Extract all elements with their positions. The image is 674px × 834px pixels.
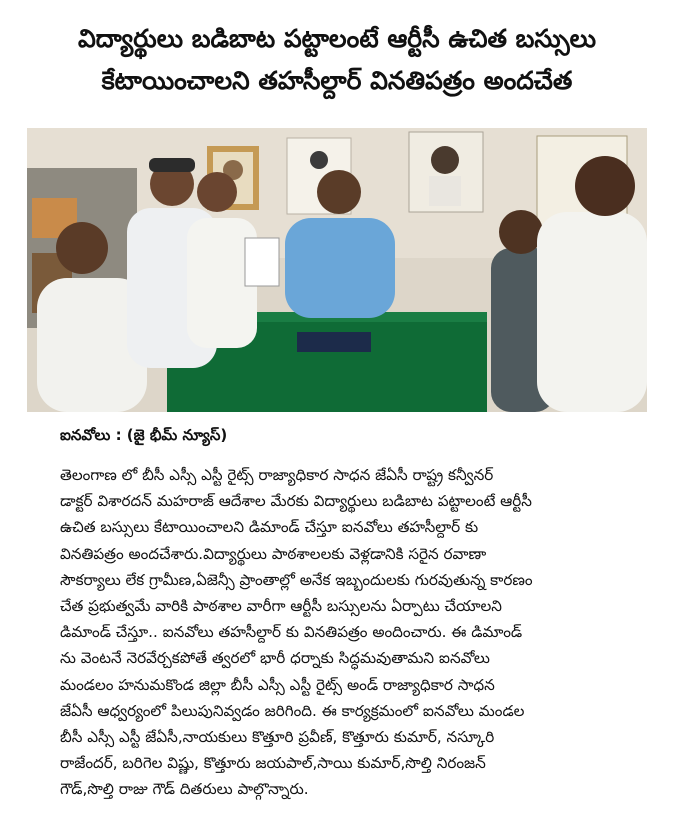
body-line: మండలం హనుమకొండ జిల్లా బీసీ ఎస్సీ ఎస్టీ రైట్స్ అండ్ రాజ్యాధికార సాధన — [60, 675, 495, 694]
headline — [0, 18, 674, 102]
body-line: డాక్టర్ విశారదన్ మహరాజ్ ఆదేశాల మేరకు విద్యార్థులు బడిబాట పట్టాలంటే ఆర్టీసీ — [60, 492, 532, 511]
body-line: గౌడ్,సొల్తి రాజు గౌడ్ దితరులు పాల్గొన్నారు. — [60, 780, 309, 799]
body-line: జేఏసీ ఆధ్వర్యంలో పిలుపునివ్వడం జరిగింది. ఈ కార్యక్రమంలో ఐనవోలు మండల — [60, 701, 525, 720]
headline-line-2: కేటాయించాలని తహసీల్దార్ వినతిపత్రం అందచేత — [101, 66, 573, 95]
body-line: సౌకర్యాలు లేక గ్రామీణ,ఏజెన్సీ ప్రాంతాల్లో అనేక ఇబ్బందులకు గురవుతున్న కారణం — [60, 570, 533, 589]
body-line: చేత ప్రభుత్వమే వారికి పాఠశాల వారీగా ఆర్టీసీ బస్సులను ఏర్పాటు చేయాలని — [60, 597, 502, 616]
article-body — [60, 462, 640, 803]
body-line: ను వెంటనే నెరవేర్చకపోతే త్వరలో భారీ ధర్నాకు సిద్ధమవుతామని ఐనవోలు — [60, 649, 490, 668]
headline-line-1: విద్యార్థులు బడిబాట పట్టాలంటే ఆర్టీసీ ఉచిత బస్సులు — [78, 24, 596, 53]
news-photo — [27, 128, 647, 412]
body-line: తెలంగాణ లో బీసీ ఎస్సీ ఎస్టీ రైట్స్ రాజ్యాధికార సాధన జేఏసీ రాష్ట్ర కన్వీనర్ — [60, 466, 494, 484]
body-line: వినతిపత్రం అందచేశారు.విద్యార్థులు పాఠశాలలకు వెళ్లడానికి సరైన రవాణా — [60, 544, 487, 563]
body-line: డిమాండ్ చేస్తూ.. ఐనవోలు తహసీల్దార్ కు వినతిపత్రం అందించారు. ఈ డిమాండ్ — [60, 623, 523, 642]
body-line: రాజేందర్, బరిగెల విష్ణు, కొత్తూరు జయపాల్,సాయి కుమార్,సొల్తి నిరంజన్ — [60, 754, 486, 773]
body-line: బీసీ ఎస్సీ ఎస్టీ జేఏసీ,నాయకులు కొత్తూరి ప్రవీణ్, కొత్తూరు కుమార్, నస్కూరి — [60, 728, 495, 747]
body-line: ఉచిత బస్సులు కేటాయించాలని డిమాండ్ చేస్తూ ఐనవోలు తహసీల్దార్ కు — [60, 518, 479, 537]
dateline: ఐనవోలు : (జై భీమ్ న్యూస్) — [60, 426, 228, 444]
